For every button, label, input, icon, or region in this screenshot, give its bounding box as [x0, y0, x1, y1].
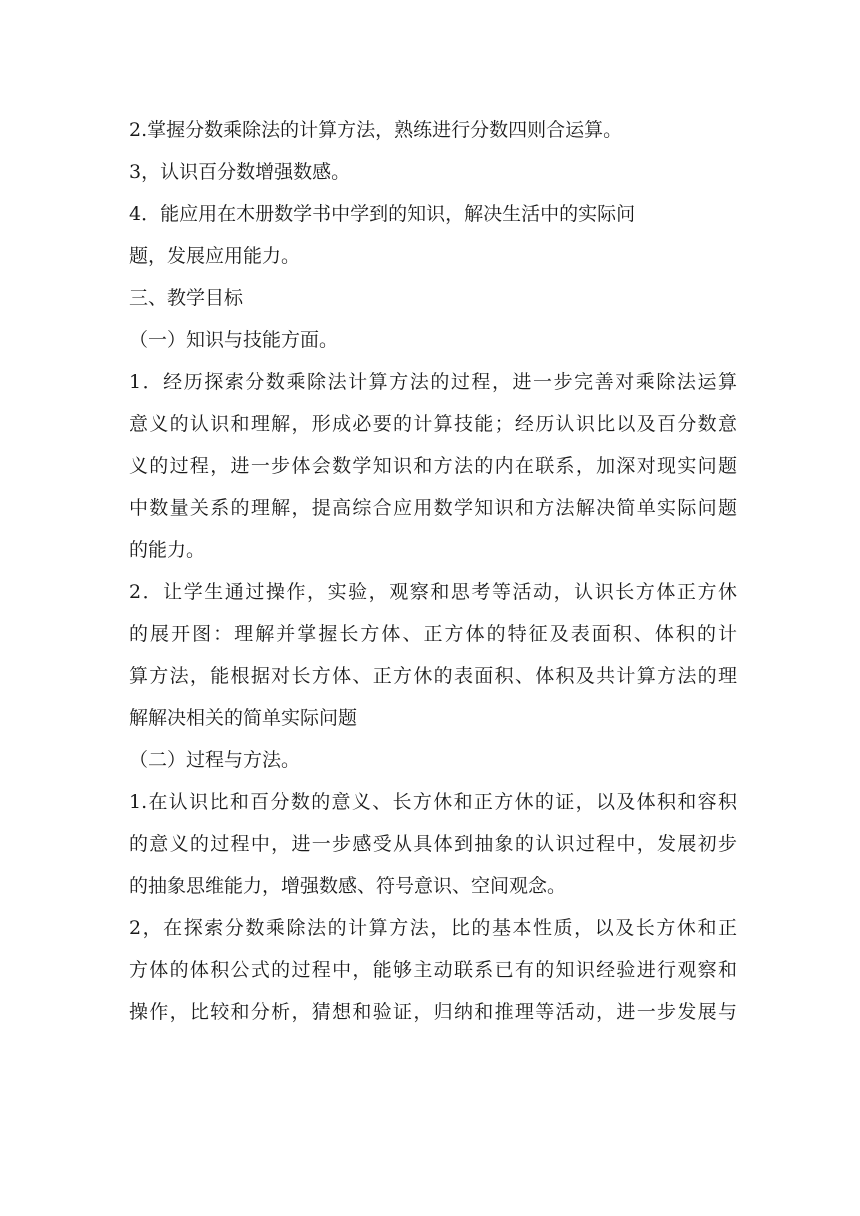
text-line: 的抽象思维能力，增强数感、符号意识、空间观念。: [129, 875, 567, 897]
section-heading: 三、教学目标: [129, 287, 244, 309]
subsection-heading: （一）知识与技能方面。: [129, 329, 339, 351]
text-line: 操作，比较和分析，猜想和验证，归纳和推理等活动，进一步发展与: [129, 1001, 737, 1023]
subsection-heading: （二）过程与方法。: [129, 749, 301, 771]
text-line: 的展开图：理解并掌握长方体、正方体的特征及表面积、体积的计: [129, 623, 737, 645]
text-line: 1．经历探索分数乘除法计算方法的过程，进一步完善对乘除法运算: [129, 371, 737, 393]
text-line: 方体的体积公式的过程中，能够主动联系已有的知识经验进行观察和: [129, 959, 737, 981]
text-line: 算方法，能根据对长方体、正方休的表面积、体积及共计算方法的理: [129, 665, 737, 687]
text-line: 4．能应用在木册数学书中学到的知识，解决生活中的实际问: [129, 203, 636, 225]
text-line: 2．让学生通过操作，实验，观察和思考等活动，认识长方体正方休: [129, 581, 737, 603]
text-line: 2，在探索分数乘除法的计算方法，比的基本性质，以及长方休和正: [129, 917, 737, 939]
text-line: 的能力。: [129, 539, 206, 561]
text-line: 1.在认识比和百分数的意义、长方休和正方休的证，以及体积和容积: [129, 791, 737, 813]
text-line: 解解决相关的简单实际问题: [129, 707, 358, 729]
text-line: 题，发展应用能力。: [129, 245, 301, 267]
text-line: 3，认识百分数增强数感。: [129, 161, 351, 183]
text-line: 中数量关系的理解，提高综合应用数学知识和方法解决简单实际问题: [129, 497, 737, 519]
text-line: 义的过程，进一步体会数学知识和方法的内在联系，加深对现实问题: [129, 455, 737, 477]
text-line: 的意义的过程中，进一步感受从具体到抽象的认识过程中，发展初步: [129, 833, 737, 855]
text-line: 意义的认识和理解，形成必要的计算技能；经历认识比以及百分数意: [129, 413, 737, 435]
document-body: [129, 109, 737, 1033]
text-line: 2.掌握分数乘除法的计算方法，熟练进行分数四则合运算。: [129, 119, 623, 141]
